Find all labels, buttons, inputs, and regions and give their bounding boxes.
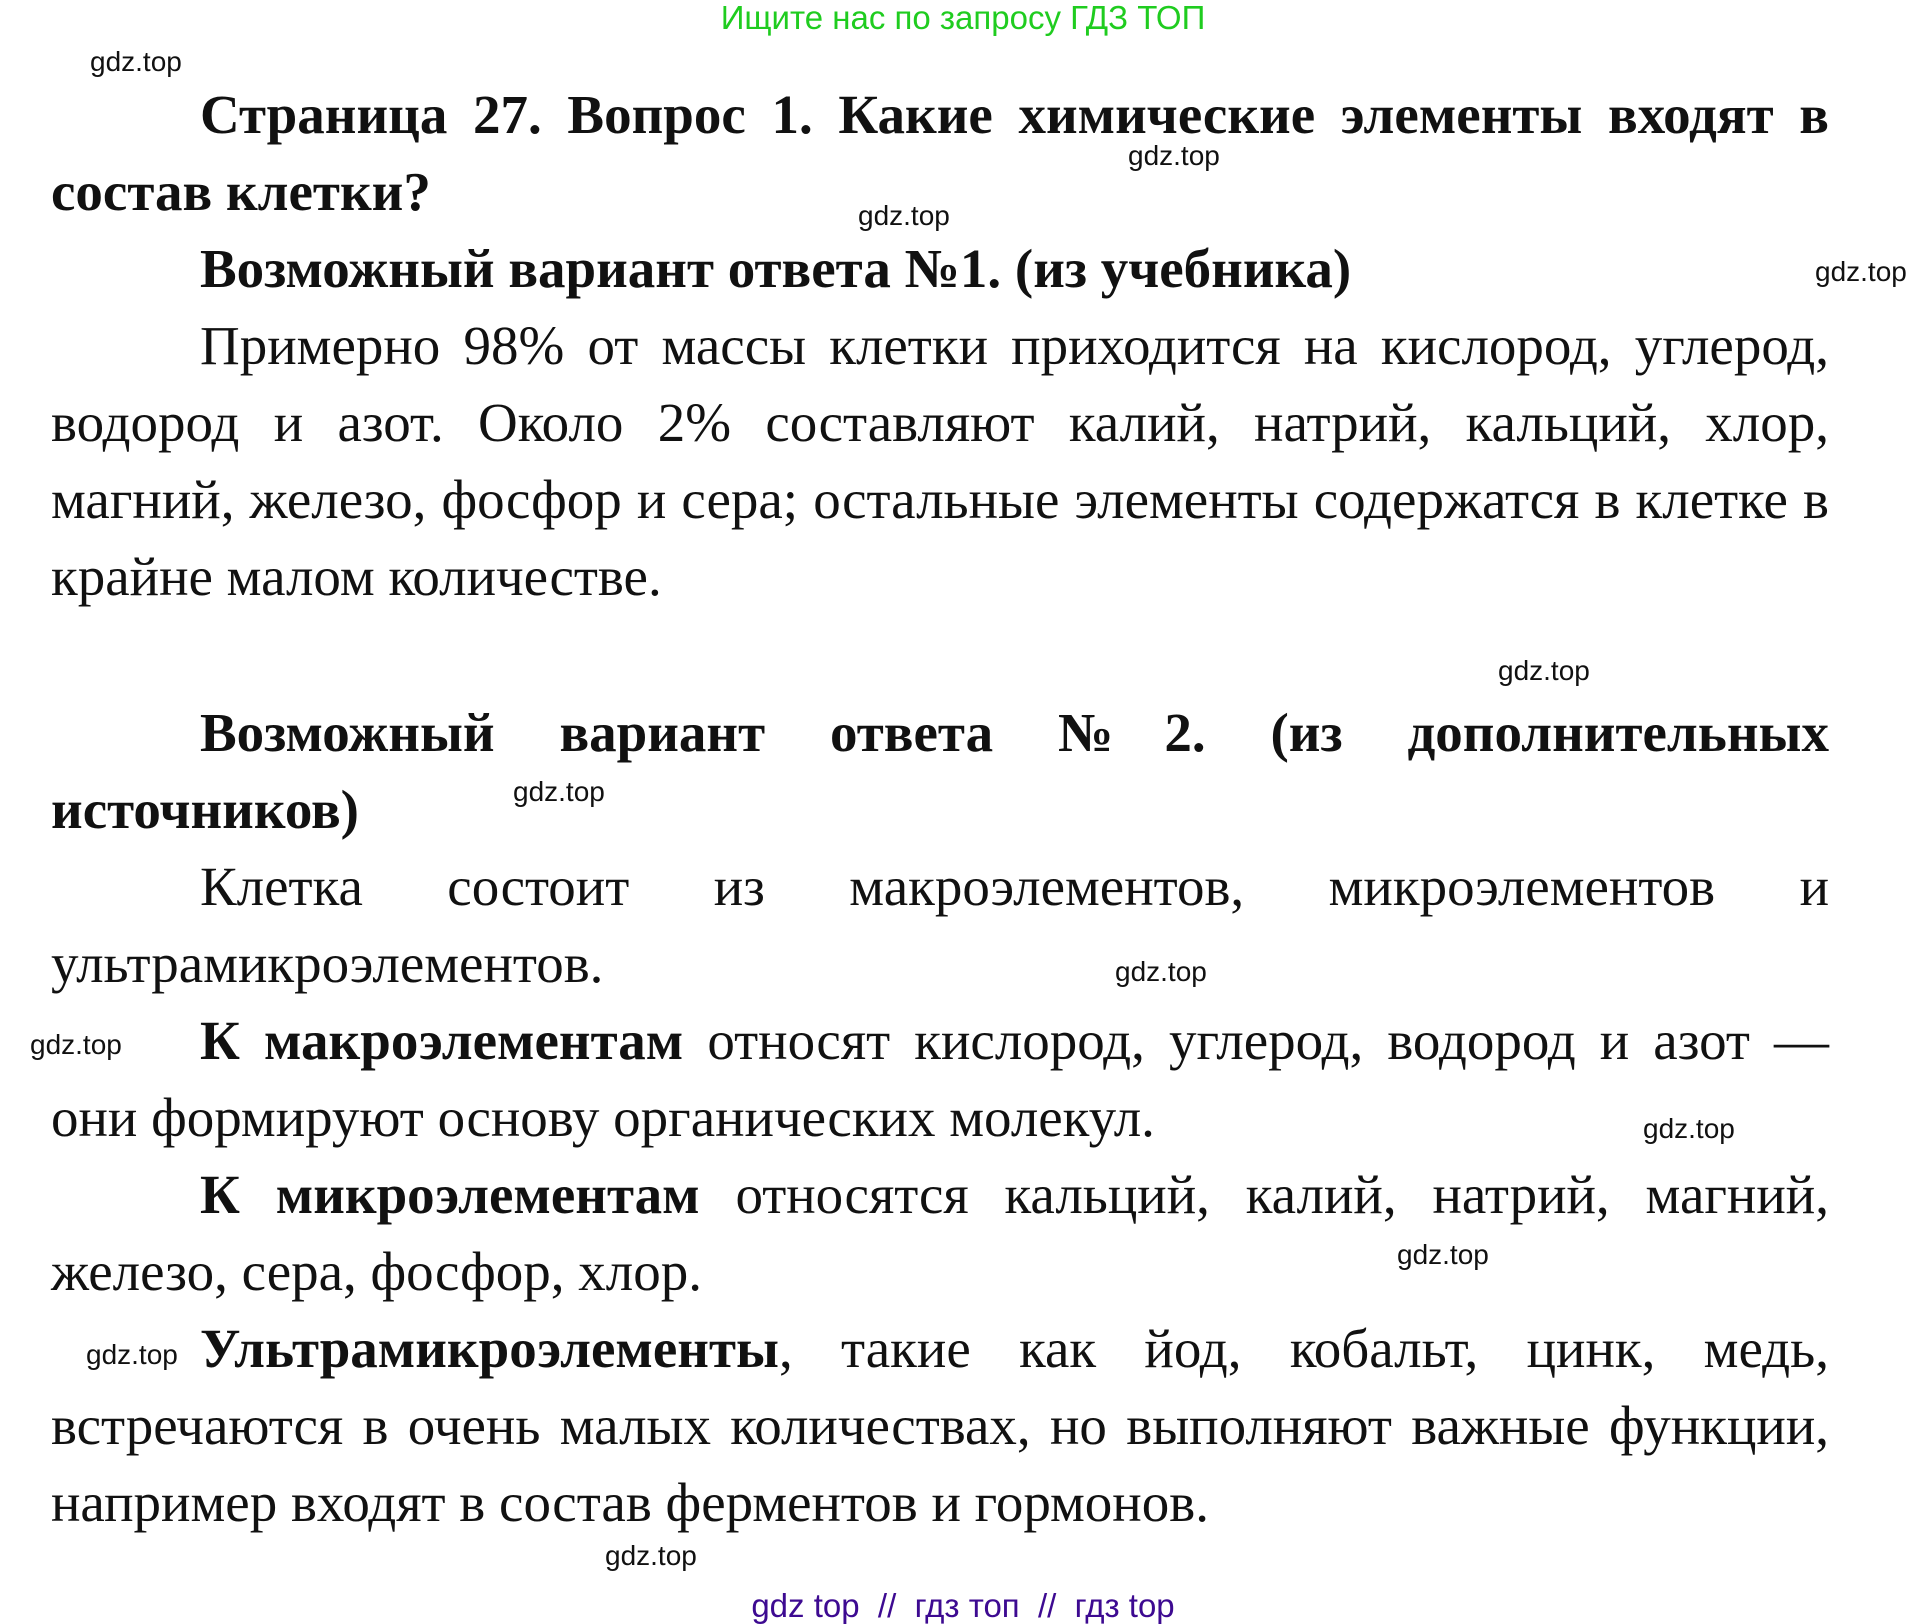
- watermark: gdz.top: [1643, 1113, 1735, 1144]
- ultra-paragraph: [51, 1310, 1829, 1541]
- macro-paragraph: [51, 1002, 1829, 1156]
- document-body: [51, 76, 1829, 1541]
- watermark: gdz.top: [513, 776, 605, 807]
- footer-banner: gdz top // гдз топ // гдз top: [751, 1587, 1175, 1624]
- watermark: gdz.top: [1128, 140, 1220, 171]
- answer2-title: [51, 694, 1829, 848]
- answer1-title-text: Возможный вариант ответа №1. (из учебника): [200, 238, 1352, 299]
- answer2-intro: Клетка состоит из макроэлементов, микроэлементов и ультрамикроэлементов.: [51, 856, 1829, 994]
- watermark: gdz.top: [1498, 655, 1590, 686]
- answer2-title-text: Возможный вариант ответа №2. (из дополнительных источников): [51, 702, 1829, 840]
- watermark: gdz.top: [605, 1540, 697, 1571]
- answer1-text: Примерно 98% от массы клетки приходится на кислород, углерод, водород и азот. Около 2% составляют калий, натрий, кальций, хлор, магний, железо, фосфор и сера; остальные элементы содержатся в клетке в крайне малом количестве.: [51, 315, 1829, 607]
- watermark: gdz.top: [1397, 1239, 1489, 1270]
- ultra-text: , такие как йод, кобальт, цинк, медь, встречаются в очень малых количествах, но выполняют важные функции, например входят в состав ферментов и гормонов.: [51, 1318, 1829, 1533]
- answer1-title: [51, 230, 1829, 307]
- watermark: gdz.top: [1115, 956, 1207, 987]
- watermark: gdz.top: [858, 200, 950, 231]
- macro-term: К макроэлементам: [200, 1010, 684, 1071]
- ultra-term: Ультрамикроэлементы: [200, 1318, 779, 1379]
- micro-paragraph: [51, 1156, 1829, 1310]
- watermark: gdz.top: [86, 1339, 178, 1370]
- question-heading-text: Страница 27. Вопрос 1. Какие химические элементы входят в состав клетки?: [51, 84, 1829, 222]
- watermark: gdz.top: [30, 1029, 122, 1060]
- search-hint-banner: Ищите нас по запросу ГДЗ ТОП: [720, 0, 1206, 36]
- macro-text: относят кислород, углерод, водород и азот — они формируют основу органических молекул.: [51, 1010, 1829, 1148]
- micro-text: относятся кальций, калий, натрий, магний, железо, сера, фосфор, хлор.: [51, 1164, 1829, 1302]
- watermark: gdz.top: [1815, 256, 1907, 287]
- watermark: gdz.top: [90, 46, 182, 77]
- micro-term: К микроэлементам: [200, 1164, 700, 1225]
